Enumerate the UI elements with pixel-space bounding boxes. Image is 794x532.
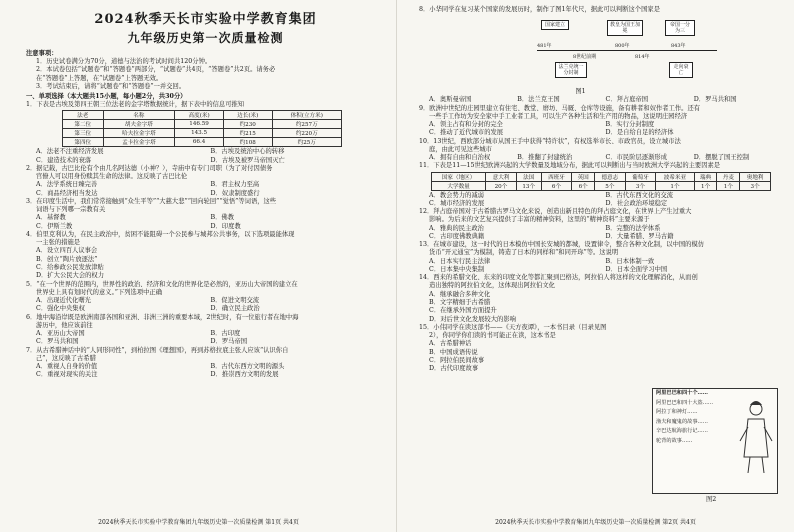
note-2: 2．本试卷包括“试题卷”和“答题卷”两部分，“试题卷”共4页，“答题卷”共2页。请务必 (36, 66, 276, 74)
q15-option-a: A．古希腊神话 (429, 340, 472, 348)
q2-stem-1: 2．据记载，古巴比伦有个由几名阿达德（小神？），寺庙中有专门司职（为了对付因债务 (26, 165, 273, 173)
toc-row-4: 辛巴达航海旅行记…… (656, 428, 708, 435)
q3-options-2: C．伊斯兰教 D．印度教 (36, 222, 241, 230)
footer-left: 2024秋季天长市实验中学教育集团九年级历史第一次质量检测 第1页 共4页 (98, 519, 299, 526)
q15-stem-1: 15．小伟同学在读这部书——《天方夜谭》，一本书目录（目录见图 (419, 323, 607, 331)
q4-option-d: D．扩大公民大会的权力 (36, 272, 105, 280)
q15-option-d: D．古代印度故事 (429, 365, 479, 373)
q3-stem-1: 3．在印度生活中，我们常常接触到“众生平等”“大慈大悲”“回向轮回”“觉悟”等词语，这些 (26, 198, 277, 206)
q12-stem-2: 影响。为后来的文艺复兴提供了丰富的精神资料，这里的“精神资料”主要来源于 (429, 216, 650, 224)
q1-options-1: A．法老不注重经济发展 B．古埃及统治中心的转移 (36, 148, 285, 156)
q13-options-1: A．日本实行民主法律 B．日本体制一致 (429, 257, 655, 265)
q11-table: 国家（地区） 意大利 法国 西班牙 英国 德意志 葡萄牙 波希米亚 瑞典 丹麦 奥地利 大学数量 20个 13个 6个 6个 5个 3个 1个 1个 1个 3个 (431, 172, 771, 191)
q14-option-d: D．对后世文化发展较大的影响 (429, 315, 516, 323)
q6-options-1: A．亚历山大帝国 B．古印度 (36, 330, 241, 338)
q4-option-c: C．给参政公民发放津贴 (36, 264, 104, 272)
q8-timeline (529, 16, 729, 88)
timeline-year-1: 481年 (537, 43, 552, 50)
q8-stem: 8．小华同学在复习某个国家的发展历时，制作了图1年代尺，据此可以判断这个国家是 (419, 6, 660, 13)
exam-title: 2024秋季天长市实验中学教育集团 (94, 12, 317, 27)
q10-stem-2: 庭，由此可见这些城市 (429, 145, 492, 153)
toc-row-2: 阿拉丁和神灯…… (656, 409, 698, 416)
timeline-event-4: 法兰克统一分封制 (555, 62, 587, 78)
q9-stem-2: 一些手工作坊为安全家中手工业者工具，可以生产各种生活和生产用的物品，这说明庄园经济 (429, 112, 688, 120)
q4-option-b: B．创立“陶片放逐法” (36, 255, 98, 263)
timeline-year-4: 814年 (635, 54, 650, 61)
q13-stem-2: 货币“开元通宝”为模制，铸造了日本的同样和“和同开珎”等。这说明 (429, 249, 619, 257)
q15-option-c: C．阿拉伯民间故事 (429, 356, 485, 364)
toc-title: 阿里巴巴和四十个…… (656, 390, 708, 396)
q7-options-1: A．重视人自身的价值 B．古代东西方文明的源头 (36, 363, 285, 371)
q9-options-2: C．推动了近代城市的发展 D．是自给自足的经济体 (429, 129, 674, 137)
footer-right: 2024秋季天长市实验中学教育集团九年级历史第一次质量检测 第2页 共4页 (495, 519, 696, 526)
exam-subtitle: 九年级历史第一次质量检测 (127, 31, 284, 45)
timeline-event-3: 帝国一分为三 (665, 20, 695, 36)
fig1-caption: 图1 (575, 88, 586, 96)
q8-options: A．奥斯曼帝国 B．法兰克王国 C．拜占庭帝国 D．罗马共和国 (429, 96, 737, 104)
q6-stem-1: 6．地中海沿岸既是欧洲南部各国和亚洲、非洲三洲的重要本域，2世纪时，有一位旅行者在地中海 (26, 313, 299, 321)
q4-stem-2: 一主张的措施是 (36, 239, 81, 247)
q11-options-2: C．城市经济的发展 D．社会政治环境稳定 (429, 199, 668, 207)
note-3: 在“答题卷”上答题，在“试题卷”上答题无效。 (36, 74, 163, 82)
q13-stem-1: 13．在城市建设，这一时代的日本模仿中国长安城的都城，设置律令，整合各种文化制，以中国的模仿 (419, 241, 705, 249)
q11-options-1: A．教会势力的减弱 B．古代东西文化的交流 (429, 191, 674, 199)
q12-stem-1: 12．拜占庭帝国对于古希腊古罗马文化来说，创造出新且特色的拜占庭文化，在世界上产生过重大 (419, 208, 692, 216)
q5-options-1: A．出现近代化曙光 B．促进文明交流 (36, 297, 260, 305)
q4-option-a: A．设立四百人议事会 (36, 247, 98, 255)
note-4: 3．考试结束后，请将“试题卷”和“答题卷”一并交回。 (36, 82, 186, 90)
q2-options-1: A．法学系统日臻完善 B．君主权力至高 (36, 181, 260, 189)
timeline-event-2: 教皇为国王加冕 (607, 20, 643, 36)
q11-stem: 11．下表是11—15世纪欧洲兴起的大学数量及地域分布，据此可以判断出与当时欧洲大学兴起的主要因素是 (419, 162, 721, 170)
toc-row-5: 驼背的故事…… (656, 437, 693, 444)
q2-stem-2: 官僚人可以用身份赎其生命的法律。这反映了古巴比伦 (36, 173, 188, 181)
notes-header: 注意事项： (26, 50, 58, 57)
q4-stem-1: 4．伯里克利认为，在民主政治中，贫困不能阻碍一个公民参与城邦公共事务，以下选项最能体现 (26, 231, 295, 239)
timeline-year-3: 800年 (615, 43, 630, 50)
figure-illustration-icon (738, 397, 774, 477)
q5-stem-1: 5．“在一个世界的范围内，世界性的政治、经济和文化的世界化是必然的，亚历山大帝国的建立在 (26, 280, 298, 288)
q15-option-b: B．中国成语传说 (429, 348, 478, 356)
q14-option-a: A．继承融合多种文化 (429, 290, 491, 298)
q14-stem-1: 14．西来的希腊文化、东来的印度文化等都汇聚到巴格达，阿拉伯人将这样的文化理解消化，从而创 (419, 274, 698, 282)
q10-stem-1: 10．13世纪，西欧部分城市从国王手中获得“特许状”，有权选举市长、市政官员，设立城市法 (419, 137, 681, 145)
q5-options-2: C．强化中央集权 D．确立民主政治 (36, 305, 260, 313)
q10-options: A．拥有自由和自治权 B．推翻了封建统治 C．市民阶层逐渐形成 D．摆脱了国王控制 (429, 154, 750, 162)
timeline-year-5: 843年 (671, 43, 686, 50)
q15-stem-2: 2），你同学你们读的书可能正在读，这本书是 (429, 332, 556, 339)
q14-option-b: B．文字精细于古希腊 (429, 298, 491, 306)
q12-options-2: C．古印度佛教典籍 D．大量希腊、罗马古籍 (429, 232, 674, 240)
fig2-caption: 图2 (706, 496, 717, 503)
q6-stem-2: 游历中，他应该前往 (36, 321, 93, 329)
toc-row-1: 阿里巴巴和四十大盗…… (656, 399, 714, 406)
q14-stem-2: 造出独特的阿拉伯文化，这体现出阿拉伯文化 (429, 282, 555, 290)
q12-options-1: A．雅典的民主政治 B．完整的法学体系 (429, 224, 661, 232)
q7-stem-2: 己”，这反映了古希腊 (36, 354, 96, 362)
timeline-event-5: 走向衰亡 (669, 62, 693, 78)
q1-table: 法老 名称 高度(米) 边长(米) 体积(立方米) 第二位 胡夫金字塔 146.59 约230 约257万 第三位 哈夫拉金字塔 143.5 约215 约220万 第四位 孟卡拉金字塔 66.4 约108 约25万 (62, 110, 342, 147)
note-1: 1．历史试卷满分为70分，道德与法治的考试时间共120分钟。 (36, 58, 212, 66)
fig2-toc (652, 388, 778, 494)
q9-stem-1: 9．欧洲中世纪的庄园里建立有住宅、教堂、磨坊、马厩、仓库等设施，备有耕者和奴作者工作。还有 (419, 104, 701, 112)
toc-row-3: 渔夫和魔鬼的故事…… (656, 418, 708, 425)
q2-options-2: C．商品经济相当发达 D．奴隶制度盛行 (36, 189, 260, 197)
q9-options-1: A．领主占有和分封的完全 B．实行分封制度 (429, 121, 655, 129)
q1-stem: 1．下表是古埃及第四王朝三位法老的金字塔数据统计，据下表中的信息可推知 (26, 101, 245, 109)
q7-options-2: C．重视对现实的关注 D．推崇西方文明的发展 (36, 371, 279, 379)
timeline-year-2: 8世纪前期 (573, 54, 597, 61)
q3-options-1: A．基督教 B．佛教 (36, 214, 235, 222)
q6-options-2: C．罗马共和国 D．罗马帝国 (36, 338, 248, 346)
q14-option-c: C．在继承外国方面提升 (429, 307, 497, 315)
q5-stem-2: 世界史上具有划时代的意义。”下列选项中正确 (36, 288, 163, 296)
timeline-event-1: 国家建立 (541, 20, 569, 30)
q13-options-2: C．日本集中央集制 D．日本全面学习中国 (429, 265, 668, 273)
q1-options-2: C．建造技术的衰落 D．古埃及被罗马帝国灭亡 (36, 156, 285, 164)
q7-stem-1: 7．从古希腊神话中的“人同形同性”，到柏拉图《理想国》，再到苏格拉底主张人应该“认识你自 (26, 346, 289, 354)
q3-stem-2: 词语与下列哪一宗教有关 (36, 206, 106, 214)
section-heading: 一、单项选择（本大题共15小题，每小题2分，共30分） (26, 93, 187, 101)
timeline-axis (537, 50, 717, 51)
